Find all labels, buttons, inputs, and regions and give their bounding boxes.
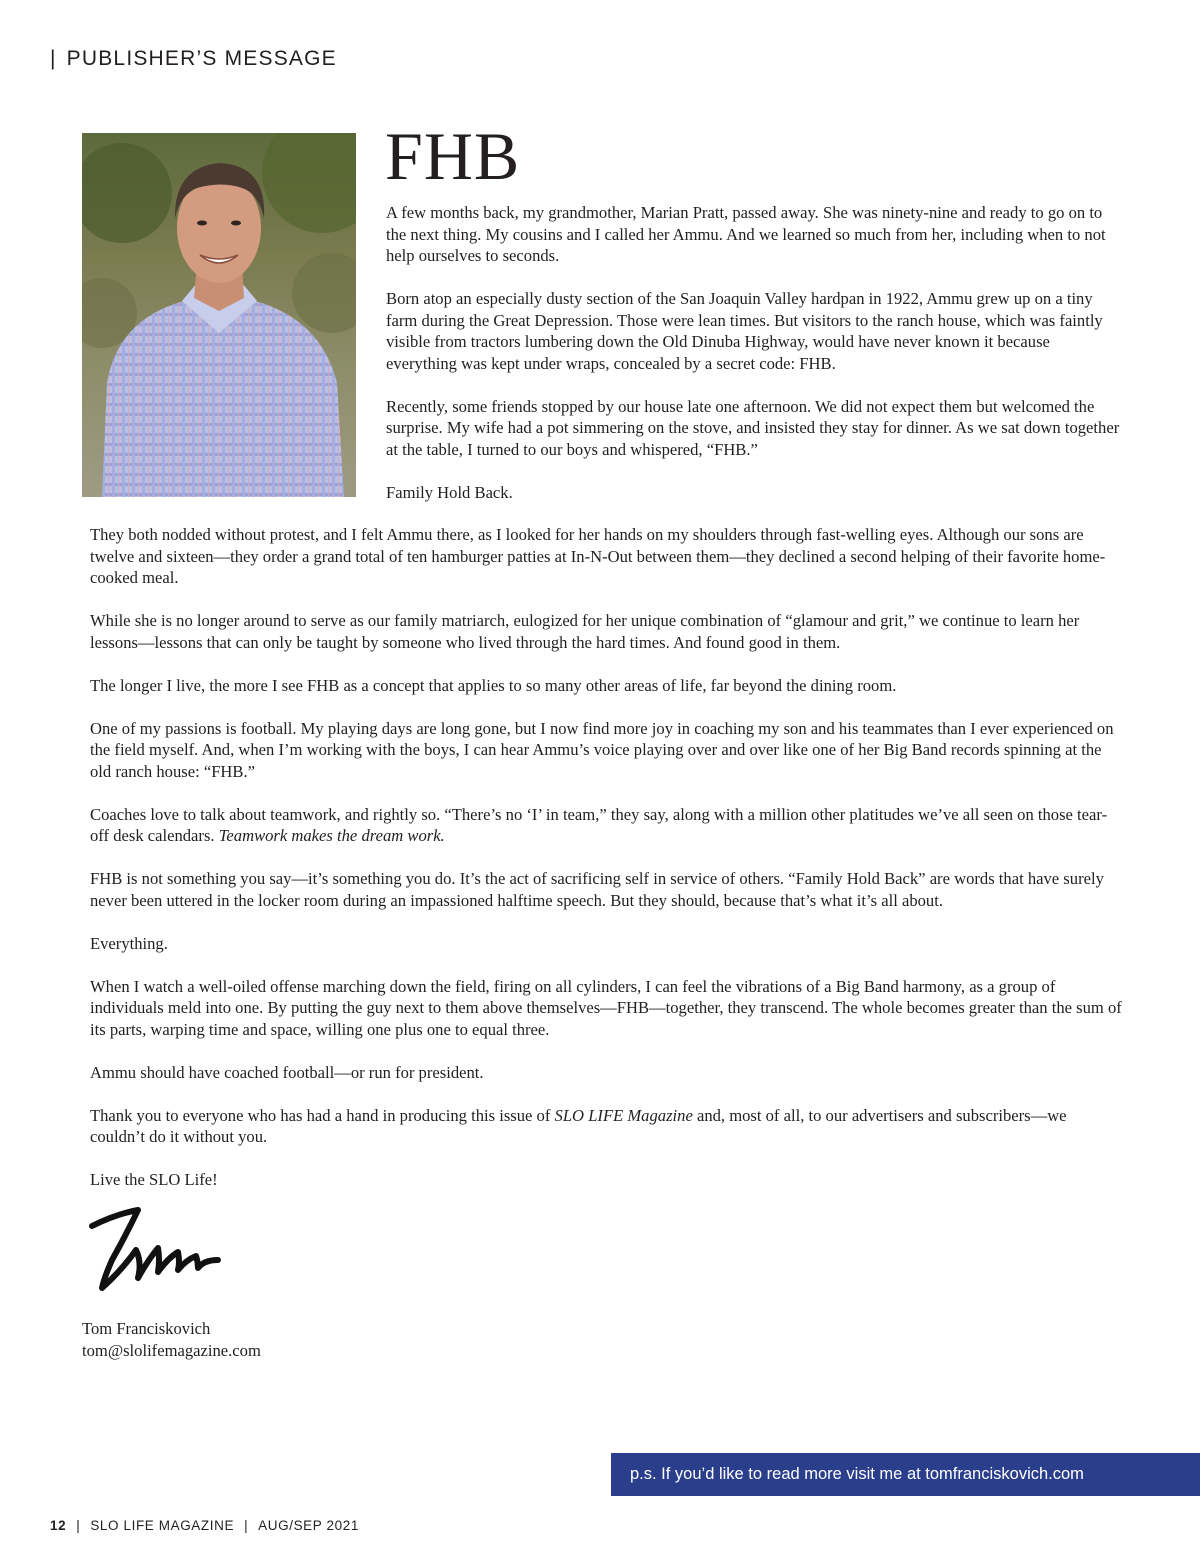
signature bbox=[86, 1200, 236, 1300]
paragraph: Everything. bbox=[90, 933, 168, 953]
paragraph-text: Coaches love to talk about teamwork, and rightly so. “There’s no ‘I’ in team,” they say, along with a million other platitudes we’ve all seen on those tear-off desk calendars. bbox=[90, 804, 1108, 845]
paragraph: FHB is not something you say—it’s something you do. It’s the act of sacrificing self in service of others. “Family Hold Back” are words that have surely never been uttered in the locker room during an impassioned halftime speech. But they should, because that’s what it’s all about. bbox=[90, 869, 1104, 910]
article-body bbox=[90, 524, 1122, 1212]
paragraph: One of my passions is football. My playing days are long gone, but I now find more joy in coaching my son and his teammates than I ever experienced on the field myself. And, when I’m working with the boys, I can hear Ammu’s voice playing over and over like one of her Big Band records spinning at the old ranch house: “FHB.” bbox=[90, 718, 1114, 781]
issue-date: AUG/SEP 2021 bbox=[258, 1518, 359, 1533]
section-divider: | bbox=[50, 47, 57, 70]
paragraph: Family Hold Back. bbox=[386, 482, 513, 502]
section-title: PUBLISHER’S MESSAGE bbox=[66, 47, 337, 70]
paragraph: Recently, some friends stopped by our house late one afternoon. We did not expect them but welcomed the surprise. My wife had a pot simmering on the stove, and insisted they stay for dinner. As we sat down together at the table, I turned to our boys and whispered, “FHB.” bbox=[386, 396, 1120, 459]
paragraph: They both nodded without protest, and I felt Ammu there, as I looked for her hands on my shoulders through fast-welling eyes. Although our sons are twelve and sixteen—they order a grand total of ten hamburger patties at In-N-Out between them—they declined a second helping of their favorite home-cooked meal. bbox=[90, 525, 1106, 587]
author-photo bbox=[82, 133, 356, 497]
article-title: FHB bbox=[385, 118, 521, 194]
section-label bbox=[50, 47, 337, 71]
italic-quote: Teamwork makes the dream work. bbox=[218, 826, 445, 845]
paragraph: The longer I live, the more I see FHB as a concept that applies to so many other areas of life, far beyond the dining room. bbox=[90, 675, 897, 695]
paragraph: While she is no longer around to serve as our family matriarch, eulogized for her unique combination of “glamour and grit,” we continue to learn her lessons—lessons that can only be taught by someone who lived through the hard times. And found good in them. bbox=[90, 611, 1080, 652]
paragraph bbox=[90, 804, 1122, 847]
paragraph: Born atop an especially dusty section of the San Joaquin Valley hardpan in 1922, Ammu grew up on a tiny farm during the Great Depression. Those were lean times. But visitors to the ranch house, which was faintly visible from tractors lumbering down the Old Dinuba Highway, would have never known it because everything was kept under wraps, concealed by a secret code: FHB. bbox=[386, 289, 1103, 373]
paragraph: Ammu should have coached football—or run for president. bbox=[90, 1062, 484, 1082]
author-portrait-image bbox=[82, 133, 356, 497]
paragraph-text: Thank you to everyone who has had a hand in producing this issue of bbox=[90, 1105, 555, 1125]
closing-line: Live the SLO Life! bbox=[90, 1170, 218, 1189]
paragraph: When I watch a well-oiled offense marching down the field, firing on all cylinders, I can feel the vibrations of a Big Band harmony, as a group of individuals meld into one. By putting the guy next to them above themselves—FHB—together, they transcend. The whole becomes greater than the sum of its parts, warping time and space, willing one plus one to equal three. bbox=[90, 976, 1122, 1039]
paragraph: A few months back, my grandmother, Marian Pratt, passed away. She was ninety-nine and ready to go on to the next thing. My cousins and I called her Ammu. And we learned so much from her, including when to not help ourselves to seconds. bbox=[386, 203, 1106, 265]
intro-column bbox=[386, 202, 1122, 525]
footer-divider: | bbox=[76, 1518, 81, 1533]
author-email[interactable]: tom@slolifemagazine.com bbox=[82, 1341, 261, 1360]
author-name: Tom Franciskovich bbox=[82, 1319, 211, 1338]
magazine-name: SLO LIFE MAGAZINE bbox=[90, 1518, 235, 1533]
ps-banner[interactable]: p.s. If you’d like to read more visit me at tomfranciskovich.com bbox=[611, 1453, 1200, 1496]
paragraph bbox=[90, 1105, 1122, 1148]
paragraph-text: and, most of all, to our advertisers and subscribers—we couldn’t do it without you. bbox=[90, 1105, 1067, 1146]
page-footer bbox=[50, 1518, 359, 1533]
footer-divider: | bbox=[244, 1518, 249, 1533]
page-number: 12 bbox=[50, 1518, 67, 1533]
byline bbox=[82, 1318, 261, 1362]
magazine-name: SLO LIFE Magazine bbox=[554, 1105, 693, 1125]
